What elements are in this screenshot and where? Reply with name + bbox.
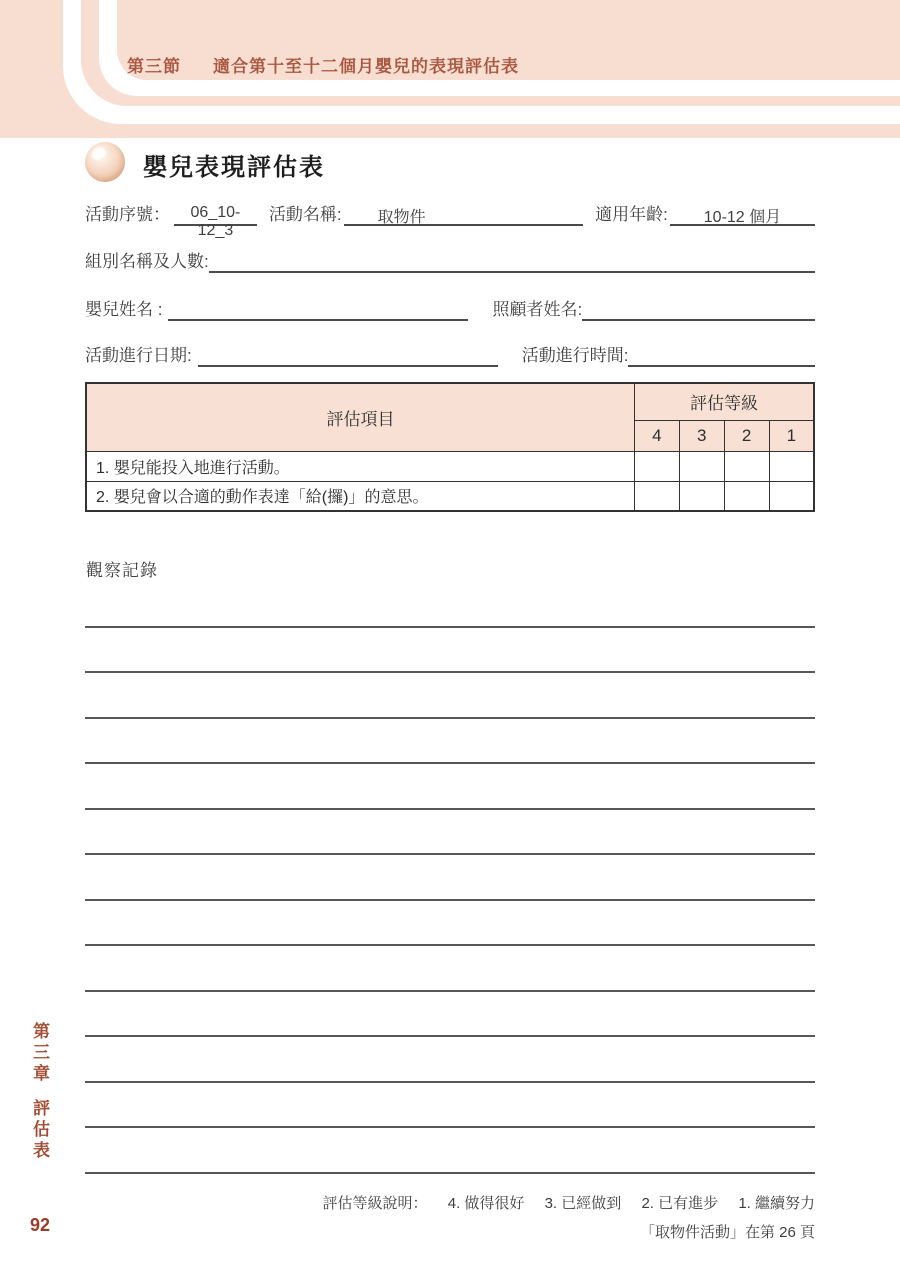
band-inner-white-curve — [99, 0, 900, 96]
header-band — [0, 0, 900, 138]
band-content-panel — [117, 0, 900, 80]
page-title: 嬰兒表現評估表 — [143, 154, 325, 181]
form-row-group — [85, 247, 815, 273]
caregiver-field — [582, 299, 815, 321]
group-field — [209, 251, 815, 273]
band-outer-white-curve — [63, 0, 900, 124]
baby-name-label: 嬰兒姓名 : — [85, 300, 163, 319]
ruled-line — [85, 992, 815, 1038]
ruled-line — [85, 1083, 815, 1129]
age-label: 適用年齡: — [595, 205, 668, 224]
chapter-tab — [27, 1022, 52, 1162]
rating-legend-item: 2. 已有進步 — [641, 1195, 719, 1212]
ruled-line — [85, 810, 815, 856]
table-header-row — [86, 383, 814, 420]
table-row — [86, 451, 814, 481]
score-cell — [634, 451, 679, 481]
ruled-line — [85, 764, 815, 810]
score-cell — [724, 481, 769, 511]
rating-table — [85, 382, 815, 512]
baby-name-field — [168, 299, 468, 321]
level-4: 4 — [634, 420, 679, 451]
rating-legend-item: 1. 繼續努力 — [738, 1195, 815, 1212]
date-label: 活動進行日期: — [85, 346, 192, 365]
ruled-line — [85, 901, 815, 947]
ruled-line — [85, 855, 815, 901]
level-1: 1 — [769, 420, 814, 451]
page-number: 92 — [30, 1215, 51, 1235]
form-row-names — [85, 295, 815, 321]
rating-legend-item: 4. 做得很好 — [447, 1195, 525, 1212]
rating-legend-label: 評估等級說明： — [322, 1195, 428, 1212]
band-middle-pink-curve — [81, 0, 900, 106]
activity-no-label: 活動序號： — [85, 205, 170, 224]
reference-note: 「取物件活動」在第 26 頁 — [639, 1224, 815, 1241]
form-row-activity — [85, 200, 815, 239]
rating-header: 評估等級 — [634, 383, 814, 420]
bead-highlight — [89, 145, 108, 162]
score-cell — [634, 481, 679, 511]
date-field — [198, 345, 498, 367]
score-cell — [769, 481, 814, 511]
ruled-line — [85, 582, 815, 628]
group-label: 組別名稱及人數: — [85, 252, 209, 271]
ruled-line — [85, 719, 815, 765]
table-row — [86, 481, 814, 511]
age-value: 10-12 個月 — [670, 204, 815, 226]
form-row-datetime — [85, 341, 815, 367]
item-text: 2. 嬰兒會以合適的動作表達「給(攞)」的意思。 — [86, 481, 634, 511]
time-field — [628, 345, 815, 367]
score-cell — [769, 451, 814, 481]
level-2: 2 — [724, 420, 769, 451]
section-title: 適合第十至十二個月嬰兒的表現評估表 — [213, 57, 519, 76]
ruled-line — [85, 628, 815, 674]
time-label: 活動進行時間: — [521, 346, 629, 365]
ruled-line — [85, 946, 815, 992]
bead-icon — [85, 142, 125, 182]
observation-lines — [85, 582, 815, 1174]
score-cell — [679, 481, 724, 511]
score-cell — [679, 451, 724, 481]
activity-no-value: 06_10-12_3 — [174, 204, 257, 226]
activity-name-value: 取物件 — [344, 204, 584, 226]
item-text: 1. 嬰兒能投入地進行活動。 — [86, 451, 634, 481]
activity-name-label: 活動名稱: — [268, 205, 342, 224]
section-number: 第三節 — [127, 57, 181, 76]
chapter-label: 第三章 — [30, 1022, 49, 1085]
chapter-section-label: 評估表 — [30, 1099, 49, 1162]
rating-legend-item: 3. 已經做到 — [544, 1195, 622, 1212]
level-3: 3 — [679, 420, 724, 451]
ruled-line — [85, 673, 815, 719]
rating-legend — [323, 1192, 815, 1213]
caregiver-label: 照顧者姓名: — [492, 300, 583, 319]
ruled-line — [85, 1037, 815, 1083]
observation-label: 觀察記錄 — [86, 561, 158, 580]
section-heading — [127, 52, 519, 77]
items-header: 評估項目 — [86, 383, 634, 451]
ruled-line — [85, 1128, 815, 1174]
score-cell — [724, 451, 769, 481]
